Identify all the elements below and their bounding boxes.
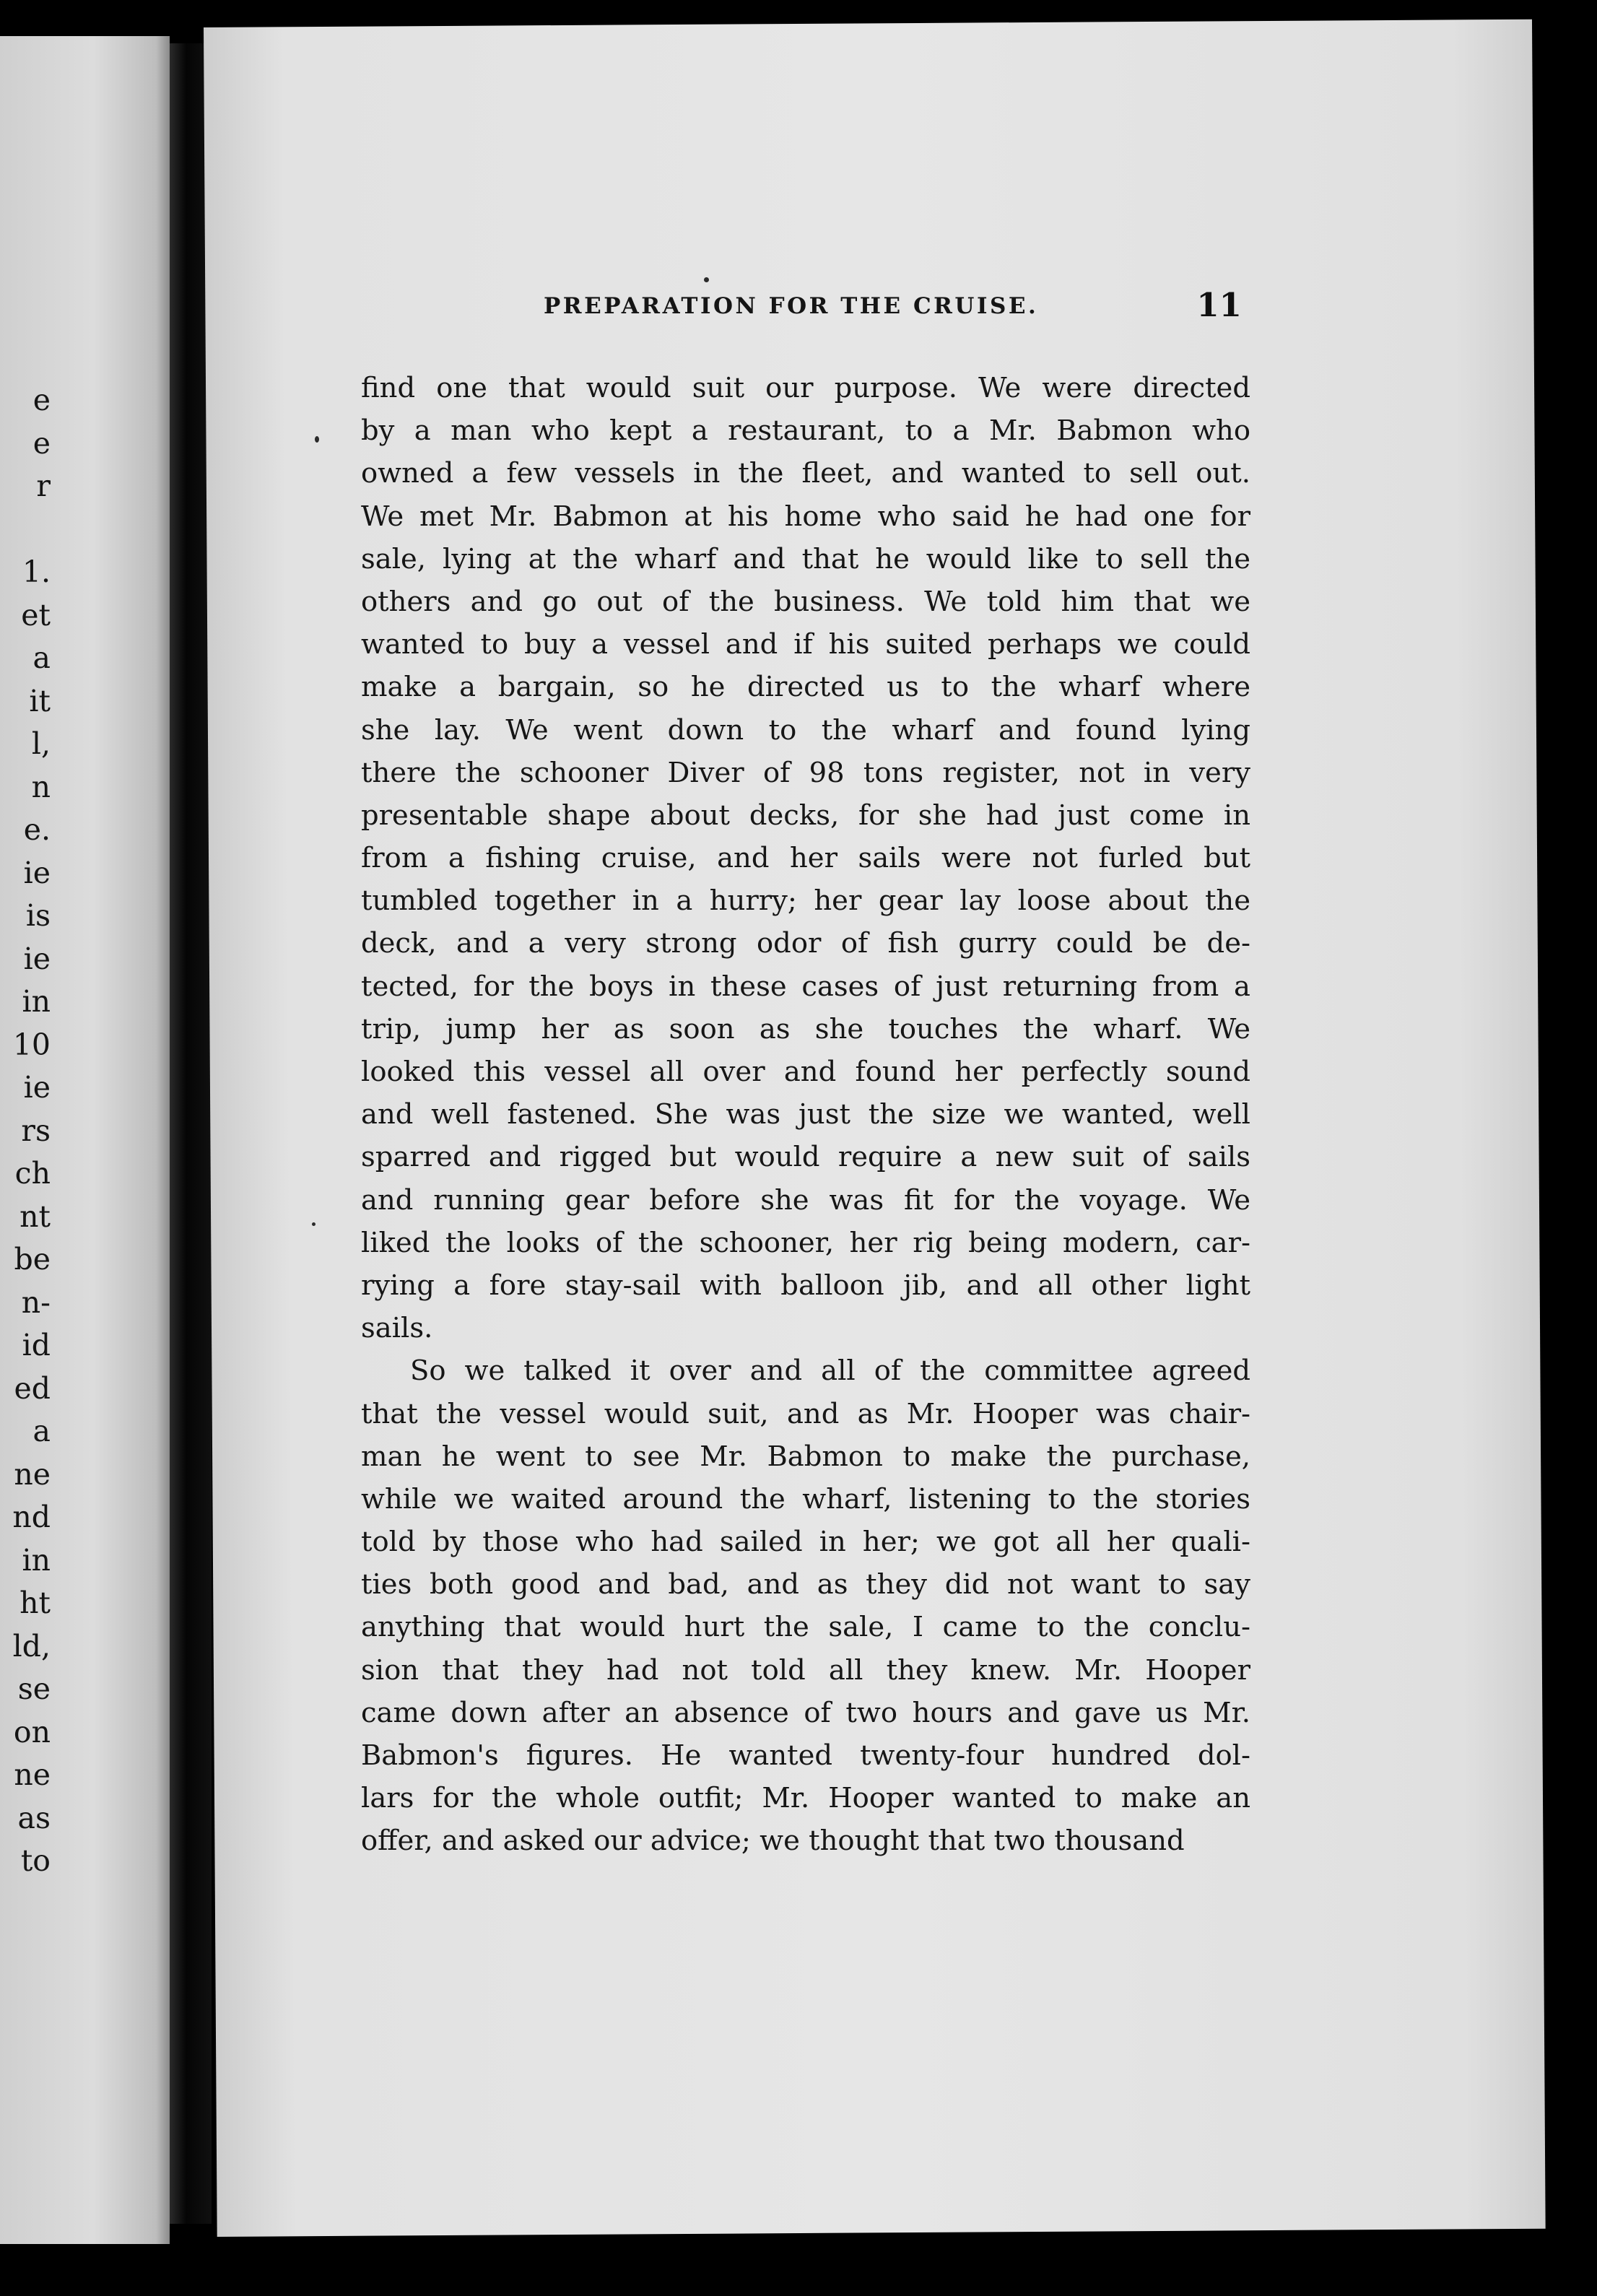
text-line: told by those who had sailed in her; we got all her quali- (361, 1526, 1250, 1559)
left-page-fragment: ne (14, 1456, 51, 1492)
left-page-fragment: e. (23, 812, 51, 847)
left-page-fragment: in (22, 984, 51, 1019)
left-page-fragment: et (21, 597, 51, 632)
text-line: tected, for the boys in these cases of just returning from a (361, 970, 1250, 1003)
text-line: tumbled together in a hurry; her gear lay loose about the (361, 884, 1250, 918)
left-page-fragment: ld, (12, 1628, 51, 1664)
left-page-fragment: n (31, 769, 51, 804)
text-line: presentable shape about decks, for she had just come in (361, 799, 1250, 832)
left-page-fragment: e (32, 425, 51, 461)
text-line: sparred and rigged but would require a new suit of sails (361, 1141, 1250, 1174)
text-line: and well fastened. She was just the size we wanted, well (361, 1098, 1250, 1131)
text-line: anything that would hurt the sale, I came to the conclu- (361, 1611, 1250, 1644)
left-page-fragment: rs (21, 1113, 51, 1148)
left-page-fragment: nd (12, 1500, 51, 1534)
running-head (338, 283, 1242, 334)
text-line: she lay. We went down to the wharf and found lying (361, 713, 1250, 747)
text-line: owned a few vessels in the fleet, and wanted to sell out. (361, 457, 1250, 490)
text-line: from a fishing cruise, and her sails were not furled but (361, 842, 1250, 875)
paper-speck (312, 1222, 316, 1226)
text-line: looked this vessel all over and found her perfectly sound (361, 1056, 1250, 1088)
text-line: make a bargain, so he directed us to the wharf where (361, 671, 1250, 704)
body-text (361, 367, 1250, 1863)
left-page-fragment: in (22, 1542, 51, 1578)
left-page-fragment: ed (14, 1370, 51, 1406)
text-line: offer, and asked our advice; we thought that two thousand (361, 1825, 1185, 1858)
left-page-fragment (0, 508, 51, 552)
left-page-fragment: nt (19, 1199, 51, 1234)
left-page-fragment: ch (14, 1156, 51, 1191)
left-page-fragment: ie (23, 855, 51, 890)
text-line: that the vessel would suit, and as Mr. Hooper was chair- (361, 1397, 1250, 1430)
text-line: deck, and a very strong odor of fish gurry could be de- (361, 927, 1250, 960)
left-page-line-fragments (0, 379, 51, 1883)
text-line: wanted to buy a vessel and if his suited perhaps we could (361, 628, 1250, 661)
text-line: sion that they had not told all they knew. Mr. Hooper (361, 1653, 1250, 1687)
text-line: sails. (361, 1312, 433, 1345)
left-page-fragment: se (17, 1671, 51, 1706)
left-page-fragment: ht (19, 1586, 51, 1620)
text-line: others and go out of the business. We told him that we (361, 585, 1250, 618)
text-line: ties both good and bad, and as they did not want to say (361, 1568, 1250, 1601)
left-page-fragment: 1. (22, 555, 51, 589)
text-line: So we talked it over and all of the committee agreed (410, 1354, 1250, 1388)
text-line: there the schooner Diver of 98 tons register, not in very (361, 756, 1250, 789)
left-page-fragment: a (32, 1414, 51, 1448)
left-page-fragment: on (13, 1714, 51, 1749)
left-page-fragment: ie (23, 941, 51, 976)
paper-speck (315, 436, 319, 443)
page-number: 11 (1196, 286, 1242, 324)
left-page-fragment: is (25, 898, 51, 933)
text-line: liked the looks of the schooner, her rig being modern, car- (361, 1226, 1250, 1259)
text-line: man he went to see Mr. Babmon to make the purchase, (361, 1440, 1250, 1473)
text-line: came down after an absence of two hours and gave us Mr. (361, 1696, 1250, 1729)
left-page-fragment: ne (14, 1757, 51, 1792)
left-page-fragment: e (32, 383, 51, 417)
text-line: trip, jump her as soon as she touches the wharf. We (361, 1012, 1250, 1045)
text-line: sale, lying at the wharf and that he would like to sell the (361, 542, 1250, 575)
text-line: rying a fore stay-sail with balloon jib, and all other light (361, 1269, 1250, 1302)
left-page-fragment: it (29, 683, 51, 718)
text-line: We met Mr. Babmon at his home who said he had one for (361, 500, 1250, 533)
left-page-fragment: be (14, 1242, 51, 1277)
left-page-fragment: to (20, 1843, 51, 1878)
text-line: find one that would suit our purpose. We were directed (361, 372, 1250, 404)
text-line: and running gear before she was fit for the voyage. We (361, 1183, 1250, 1217)
left-page-fragment: ie (23, 1070, 51, 1105)
left-page-edge (0, 36, 170, 2244)
paper-speck (704, 277, 709, 282)
left-page-fragment: r (36, 469, 51, 503)
text-line: lars for the whole outfit; Mr. Hooper wanted to make an (361, 1782, 1250, 1815)
running-head-title: PREPARATION FOR THE CRUISE. (544, 293, 1039, 319)
left-page-fragment: 10 (12, 1027, 51, 1062)
left-page-fragment: l, (31, 726, 51, 761)
text-line: by a man who kept a restaurant, to a Mr. Babmon who (361, 414, 1250, 448)
left-page-fragment: id (22, 1328, 51, 1362)
left-page-fragment: n- (21, 1284, 51, 1320)
text-line: while we waited around the wharf, listening to the stories (361, 1482, 1250, 1516)
text-line: Babmon's figures. He wanted twenty-four hundred dol- (361, 1739, 1250, 1772)
left-page-fragment: a (32, 640, 51, 675)
left-page-fragment: as (17, 1800, 51, 1835)
